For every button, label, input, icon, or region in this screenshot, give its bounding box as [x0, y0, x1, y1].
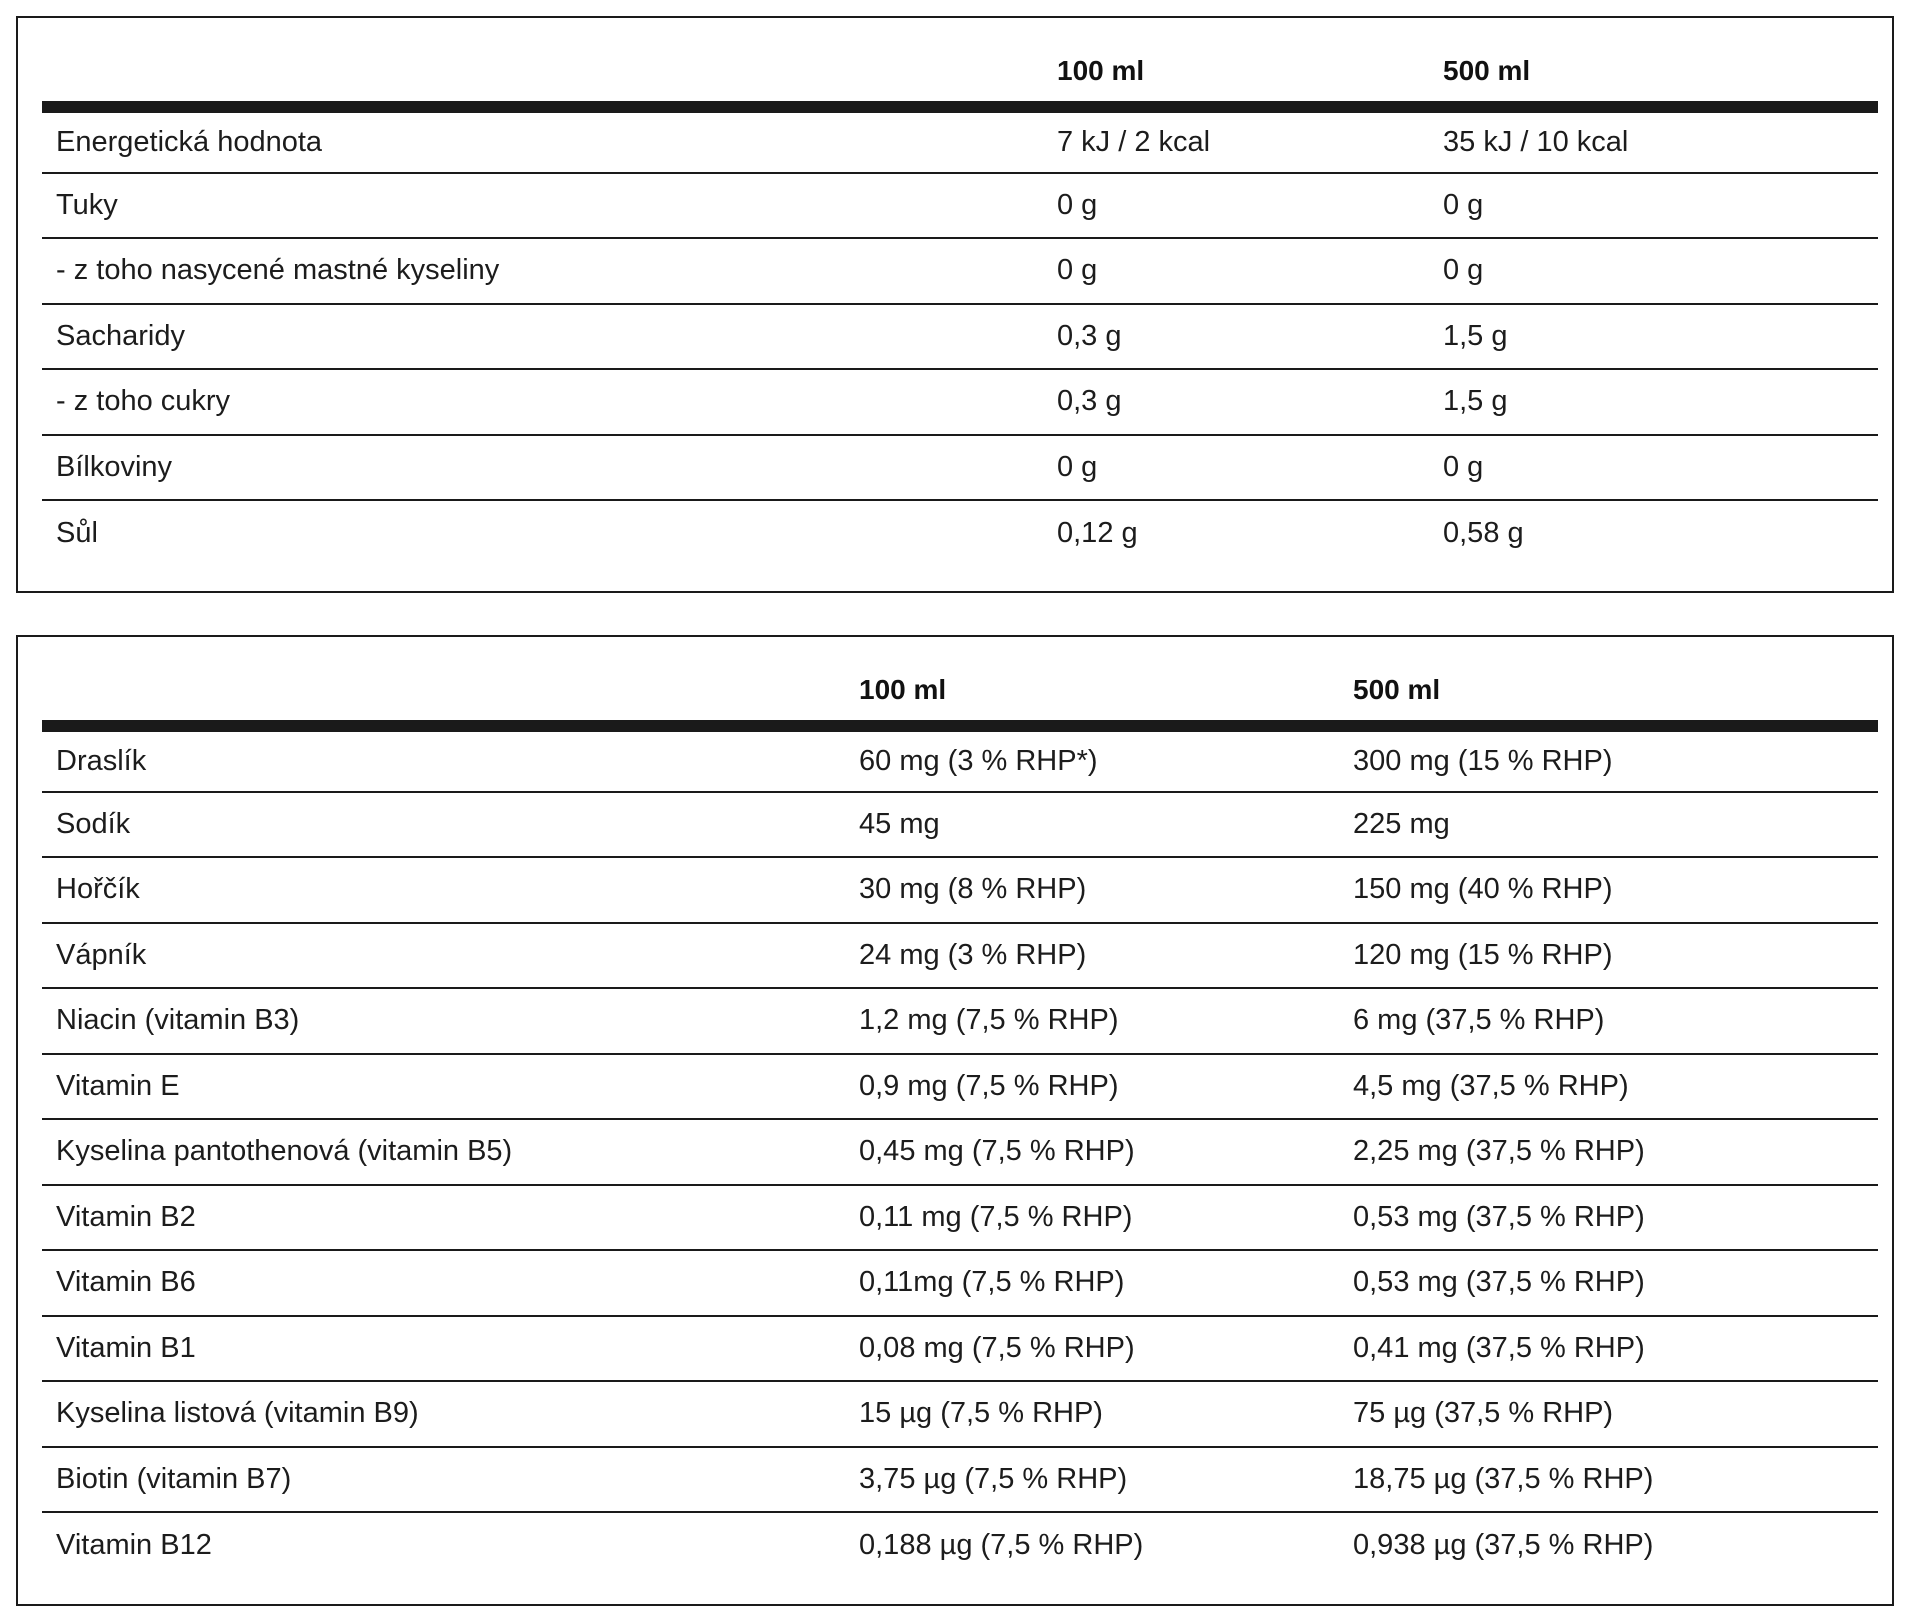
nutrient-name: - z toho cukry [42, 369, 1043, 435]
header-nutrient [42, 659, 845, 726]
table-row [42, 1185, 1878, 1251]
table-row [42, 988, 1878, 1054]
value-100ml: 30 mg (8 % RHP) [845, 857, 1339, 923]
value-100ml: 24 mg (3 % RHP) [845, 923, 1339, 989]
value-500ml: 0 g [1429, 238, 1878, 304]
nutrient-name: Draslík [42, 726, 845, 792]
value-500ml: 75 µg (37,5 % RHP) [1339, 1381, 1878, 1447]
value-500ml: 120 mg (15 % RHP) [1339, 923, 1878, 989]
table-row [42, 500, 1878, 566]
value-500ml: 1,5 g [1429, 369, 1878, 435]
table-row [42, 923, 1878, 989]
nutrient-name: Tuky [42, 173, 1043, 239]
nutrient-name: Vitamin B2 [42, 1185, 845, 1251]
nutrient-name: Vitamin E [42, 1054, 845, 1120]
table-row [42, 238, 1878, 304]
value-500ml: 0 g [1429, 173, 1878, 239]
value-100ml: 0,11mg (7,5 % RHP) [845, 1250, 1339, 1316]
value-500ml: 0,938 µg (37,5 % RHP) [1353, 1528, 1654, 1561]
value-100ml: 0,3 g [1043, 369, 1429, 435]
value-500ml: 1,5 g [1429, 304, 1878, 370]
table-header-row [42, 40, 1878, 107]
table-row [42, 857, 1878, 923]
value-100ml: 0,9 mg (7,5 % RHP) [845, 1054, 1339, 1120]
header-100ml: 100 ml [1043, 40, 1429, 107]
table-row [42, 107, 1878, 173]
value-100ml: 0,08 mg (7,5 % RHP) [845, 1316, 1339, 1382]
value-500ml: 0 g [1429, 435, 1878, 501]
nutrient-name: Biotin (vitamin B7) [42, 1447, 845, 1513]
value-500ml: 0,53 mg (37,5 % RHP) [1339, 1250, 1878, 1316]
value-100ml: 0 g [1043, 435, 1429, 501]
value-100ml: 45 mg [845, 792, 1339, 858]
table-row [42, 1054, 1878, 1120]
value-500ml: 6 mg (37,5 % RHP) [1339, 988, 1878, 1054]
nutrient-name: Energetická hodnota [42, 107, 1043, 173]
value-100ml: 0,11 mg (7,5 % RHP) [845, 1185, 1339, 1251]
value-500ml: 35 kJ / 10 kcal [1429, 107, 1878, 173]
table-row [42, 726, 1878, 792]
header-nutrient [42, 40, 1043, 107]
table-row [42, 1447, 1878, 1513]
nutrient-name: Kyselina pantothenová (vitamin B5) [42, 1119, 845, 1185]
value-500ml: 300 mg (15 % RHP) [1339, 726, 1878, 792]
nutrient-name: Niacin (vitamin B3) [42, 988, 845, 1054]
table-row [42, 792, 1878, 858]
value-500ml: 2,25 mg (37,5 % RHP) [1339, 1119, 1878, 1185]
nutrient-name: Hořčík [42, 857, 845, 923]
table-header-row [42, 659, 1878, 726]
value-100ml: 60 mg (3 % RHP*) [845, 726, 1339, 792]
value-500ml: 0,58 g [1443, 516, 1524, 549]
nutrient-name: Vitamin B1 [42, 1316, 845, 1382]
header-500ml: 500 ml [1429, 40, 1878, 107]
table-row [42, 1512, 1878, 1578]
value-100ml: 0,45 mg (7,5 % RHP) [845, 1119, 1339, 1185]
table-row [42, 435, 1878, 501]
nutrition-values-table [42, 40, 1878, 566]
value-100ml: 7 kJ / 2 kcal [1043, 107, 1429, 173]
header-100ml: 100 ml [845, 659, 1339, 726]
value-100ml: 0 g [1043, 173, 1429, 239]
nutrient-name: Vápník [42, 923, 845, 989]
nutrient-name: Vitamin B12 [56, 1528, 212, 1561]
value-100ml: 0,3 g [1043, 304, 1429, 370]
nutrient-name: Sůl [56, 516, 98, 549]
table-row [42, 304, 1878, 370]
nutrition-values-panel [16, 16, 1894, 593]
table-row [42, 369, 1878, 435]
value-100ml: 15 µg (7,5 % RHP) [845, 1381, 1339, 1447]
value-100ml: 0 g [1043, 238, 1429, 304]
nutrient-name: Sacharidy [42, 304, 1043, 370]
value-500ml: 0,53 mg (37,5 % RHP) [1339, 1185, 1878, 1251]
value-500ml: 0,41 mg (37,5 % RHP) [1339, 1316, 1878, 1382]
minerals-vitamins-table [42, 659, 1878, 1578]
table-row [42, 173, 1878, 239]
table-row [42, 1381, 1878, 1447]
value-100ml: 0,188 µg (7,5 % RHP) [859, 1528, 1144, 1561]
nutrient-name: Bílkoviny [42, 435, 1043, 501]
value-500ml: 225 mg [1339, 792, 1878, 858]
nutrient-name: Sodík [42, 792, 845, 858]
table-row [42, 1119, 1878, 1185]
nutrient-name: - z toho nasycené mastné kyseliny [42, 238, 1043, 304]
value-100ml: 0,12 g [1057, 516, 1138, 549]
nutrient-name: Vitamin B6 [42, 1250, 845, 1316]
nutrient-name: Kyselina listová (vitamin B9) [42, 1381, 845, 1447]
header-500ml: 500 ml [1339, 659, 1878, 726]
minerals-vitamins-panel [16, 635, 1894, 1606]
value-100ml: 1,2 mg (7,5 % RHP) [845, 988, 1339, 1054]
table-row [42, 1250, 1878, 1316]
value-100ml: 3,75 µg (7,5 % RHP) [845, 1447, 1339, 1513]
value-500ml: 18,75 µg (37,5 % RHP) [1339, 1447, 1878, 1513]
value-500ml: 150 mg (40 % RHP) [1339, 857, 1878, 923]
table-row [42, 1316, 1878, 1382]
value-500ml: 4,5 mg (37,5 % RHP) [1339, 1054, 1878, 1120]
